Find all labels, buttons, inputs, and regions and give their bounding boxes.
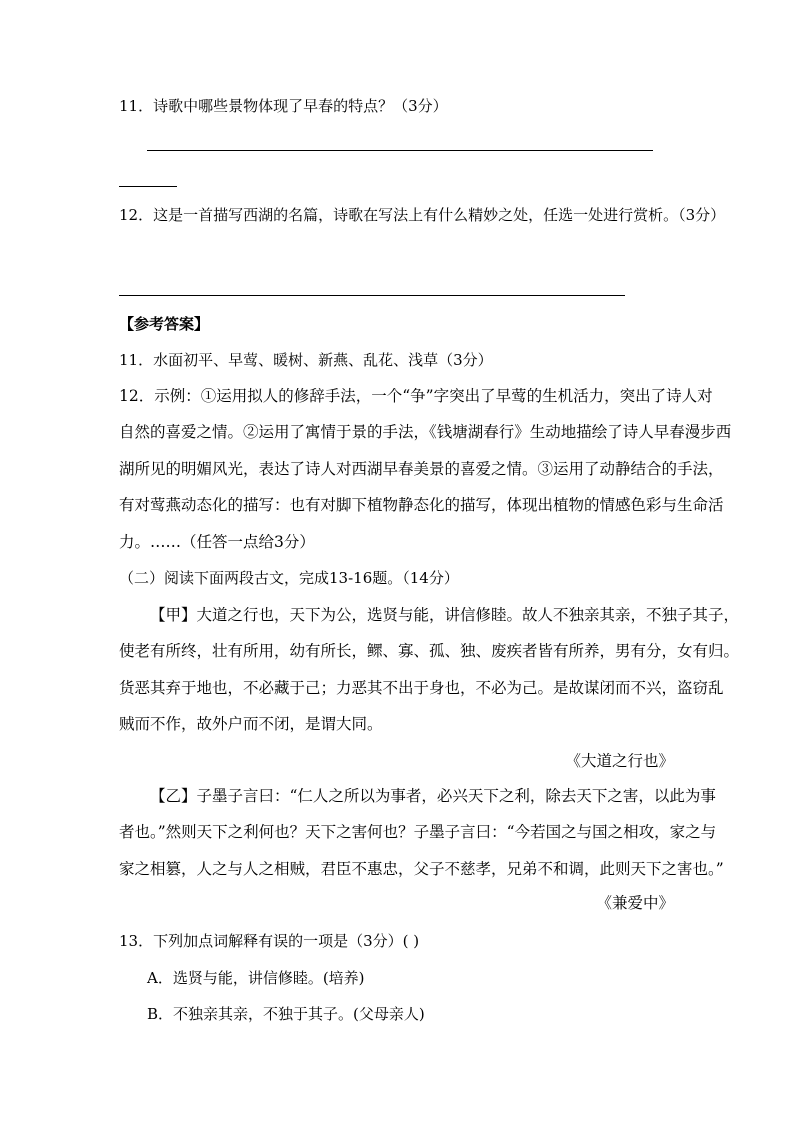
passage-yi-line: 家之相篡，人之与人之相贼，君臣不惠忠，父子不慈孝，兄弟不和调，此则天下之害也。”	[119, 859, 724, 878]
passage-jia-line: 【甲】大道之行也，天下为公，选贤与能，讲信修睦。故人不独亲其亲，不独子其子，	[150, 606, 740, 624]
passage-yi-source: 《兼爱中》	[596, 894, 674, 912]
passage-jia-line: 贼而不作，故外户而不闭，是谓大同。	[119, 715, 383, 734]
answer-12-line: 湖所见的明媚风光，表达了诗人对西湖早春美景的喜爱之情。③运用了动静结合的手法，	[119, 459, 724, 478]
question-13-option-b: B．不独亲其亲，不独于其子。(父母亲人)	[147, 1005, 425, 1023]
passage-yi	[119, 778, 724, 887]
answer-12-line: 12．示例：①运用拟人的修辞手法，一个“争”字突出了早莺的生机活力，突出了诗人对	[119, 387, 713, 405]
passage-yi-line: 者也。”然则天下之利何也？天下之害何也？子墨子言曰：“今若国之与国之相攻，家之与	[119, 823, 717, 842]
question-13: 13．下列加点词解释有误的一项是（3分）( )	[119, 932, 420, 950]
answer-11: 11．水面初平、早莺、暖树、新燕、乱花、浅草（3分）	[119, 351, 493, 369]
answer-12-line: 有对莺燕动态化的描写：也有对脚下植物静态化的描写，体现出植物的情感色彩与生命活	[119, 496, 724, 515]
passage-jia-line: 使老有所终，壮有所用，幼有所长，鳏、寡、孤、独、废疾者皆有所养，男有分，女有归。	[119, 642, 740, 661]
passage-jia-source: 《大道之行也》	[565, 752, 674, 770]
answer-line-12	[119, 295, 625, 296]
answer-line-11b	[119, 186, 177, 187]
section-2-title: （二）阅读下面两段古文，完成13-16题。（14分）	[119, 569, 459, 587]
question-11: 11．诗歌中哪些景物体现了早春的特点？（3分）	[119, 97, 448, 115]
passage-jia-line: 货恶其弃于地也，不必藏于己；力恶其不出于身也，不必为己。是故谋闭而不兴，盗窃乱	[119, 678, 724, 697]
answer-12-line: 力。……（任答一点给3分）	[119, 532, 315, 551]
answer-line-11a	[147, 150, 653, 151]
question-13-option-a: A．选贤与能，讲信修睦。(培养)	[147, 969, 365, 987]
answer-heading: 【参考答案】	[119, 315, 210, 333]
answer-12-line: 自然的喜爱之情。②运用了寓情于景的手法，《钱塘湖春行》生动地描绘了诗人早春漫步西	[119, 423, 732, 442]
passage-jia	[119, 597, 740, 743]
question-12: 12．这是一首描写西湖的名篇，诗歌在写法上有什么精妙之处，任选一处进行赏析。（3分）	[119, 206, 726, 224]
passage-yi-line: 【乙】子墨子言曰：“仁人之所以为事者，必兴天下之利，除去天下之害，以此为事	[150, 787, 716, 805]
answer-12	[119, 378, 732, 560]
